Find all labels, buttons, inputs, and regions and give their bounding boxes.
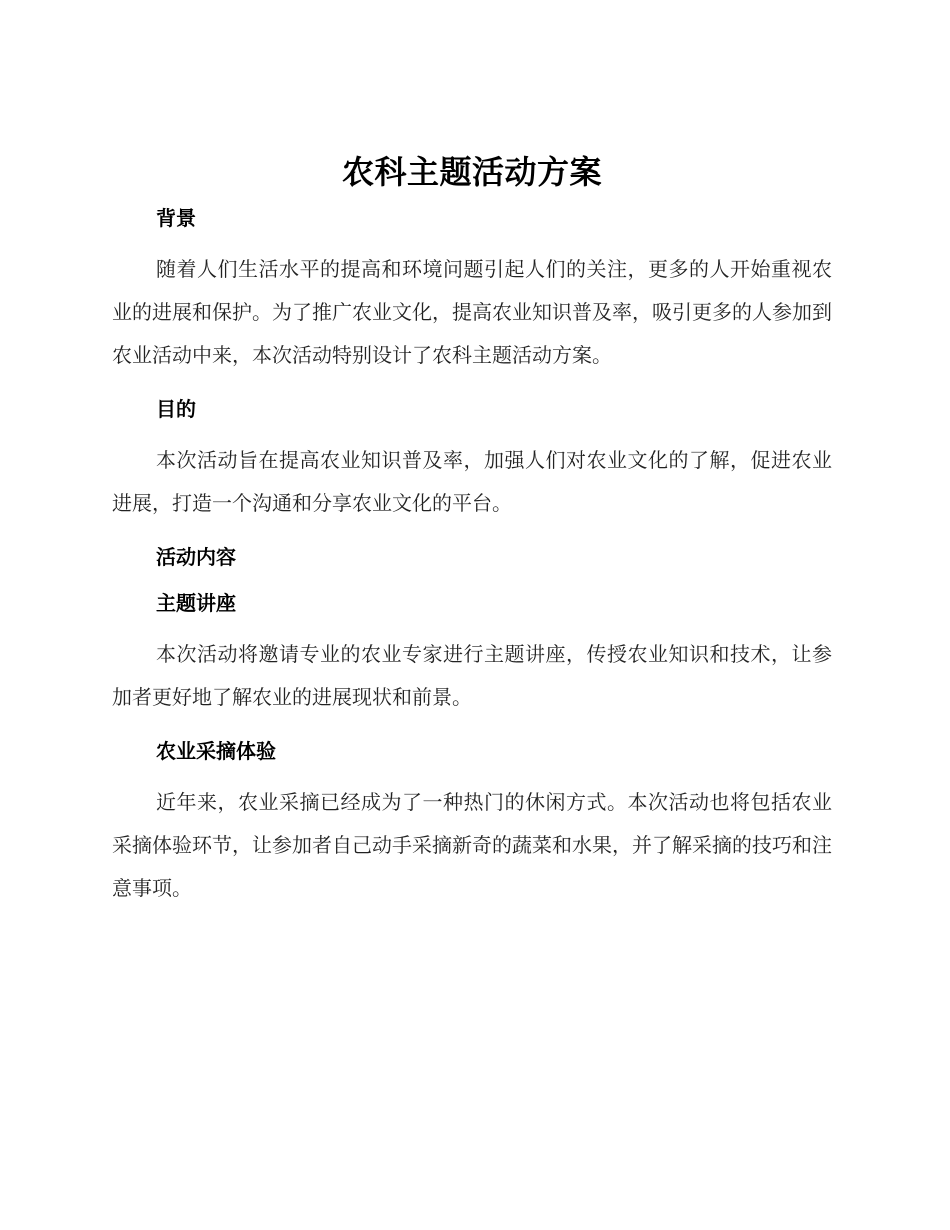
document-title: 农科主题活动方案 — [341, 153, 602, 191]
section-heading-lecture: 主题讲座 — [156, 591, 236, 615]
section-heading-activity-content: 活动内容 — [156, 545, 236, 569]
section-text-background: 随着人们生活水平的提高和环境问题引起人们的关注，更多的人开始重视农业的进展和保护。为了推广农业文化，提高农业知识普及率，吸引更多的人参加到农业活动中来，本次活动特别设计了农科主题活动方案。 — [112, 257, 832, 367]
section-heading-purpose: 目的 — [156, 397, 196, 421]
document-page — [112, 150, 832, 910]
section-heading-background: 背景 — [156, 206, 196, 230]
section-text-purpose: 本次活动旨在提高农业知识普及率，加强人们对农业文化的了解，促进农业进展，打造一个沟通和分享农业文化的平台。 — [112, 448, 832, 515]
section-text-picking: 近年来，农业采摘已经成为了一种热门的休闲方式。本次活动也将包括农业采摘体验环节，让参加者自己动手采摘新奇的蔬菜和水果，并了解采摘的技巧和注意事项。 — [112, 790, 832, 900]
section-text-lecture: 本次活动将邀请专业的农业专家进行主题讲座，传授农业知识和技术，让参加者更好地了解农业的进展现状和前景。 — [112, 642, 832, 709]
section-heading-picking: 农业采摘体验 — [156, 739, 276, 763]
